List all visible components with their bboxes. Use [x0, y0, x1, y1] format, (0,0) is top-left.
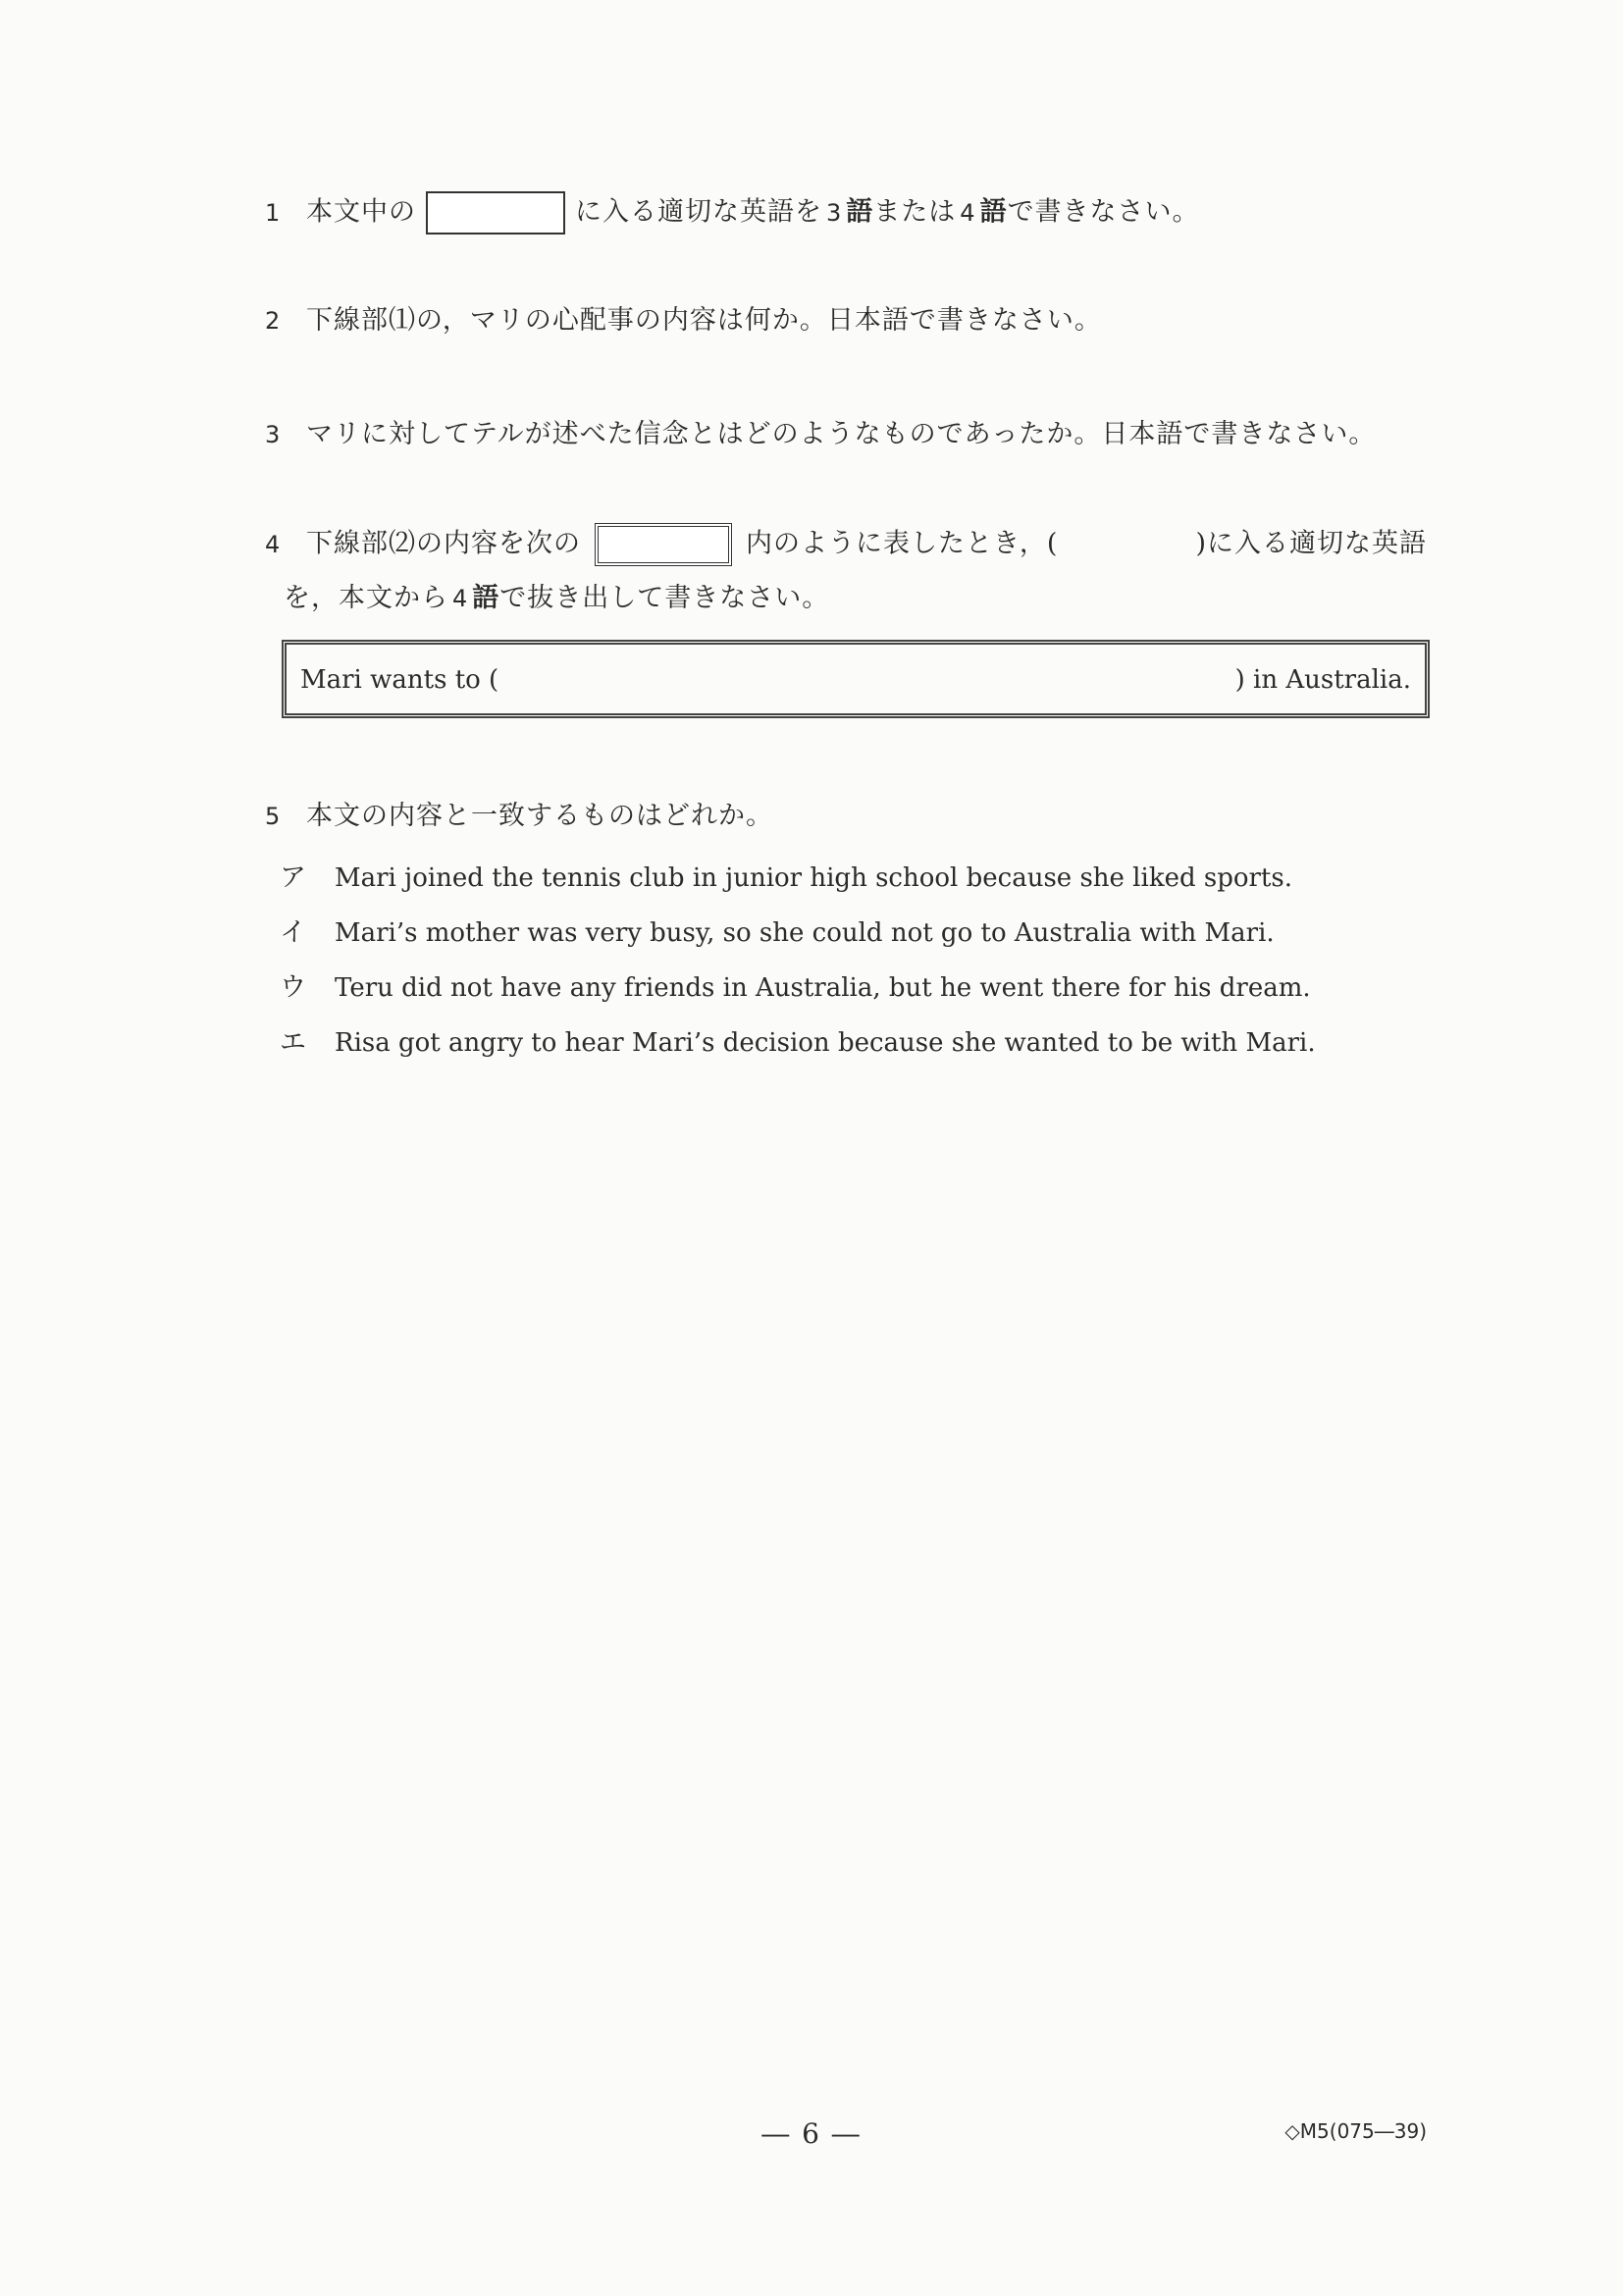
word-count-2: 4 [960, 198, 976, 227]
choice-text: Mari’s mother was very busy, so she could not go to Australia with Mari. [335, 918, 1275, 948]
question-2 [265, 301, 1102, 340]
question-number: 3 [265, 421, 282, 448]
choice-mark: エ [280, 1027, 306, 1058]
choice-u [280, 965, 1311, 1004]
question-number: 2 [265, 307, 282, 335]
choice-mark: ウ [280, 972, 306, 1003]
question-1 [265, 191, 1200, 235]
exam-code: ◇M5(075―39) [1284, 2119, 1427, 2143]
question-3-text: マリに対してテルが述べた信念とはどのようなものであったか。日本語で書きなさい。 [306, 419, 1377, 449]
choice-text: Teru did not have any friends in Australia, but he went there for his dream. [335, 973, 1311, 1003]
question-number: 4 [265, 530, 282, 558]
word-count-1: 3 [826, 198, 843, 227]
question-4-line-2-before: を，本文から [284, 583, 448, 613]
question-number: 5 [265, 803, 282, 830]
answer-sentence-end: ) in Australia. [1234, 665, 1411, 695]
choice-i [280, 911, 1275, 949]
choice-a [280, 856, 1292, 894]
question-1-text-before: 本文中の [306, 196, 416, 228]
question-4-text-after: )に入る適切な英語 [1195, 528, 1428, 559]
question-1-text-after: で書きなさい。 [1007, 196, 1200, 228]
word-count: 4 [452, 585, 469, 612]
question-number: 1 [265, 198, 282, 227]
answer-sentence-start: Mari wants to ( [300, 665, 499, 695]
question-3 [265, 415, 1376, 454]
word-label-1: 語 [846, 196, 874, 228]
question-4-text-before: 下線部⑵の内容を次の [306, 528, 581, 559]
answer-frame [282, 640, 1430, 718]
question-5-text: 本文の内容と一致するものはどれか。 [306, 801, 773, 831]
question-4-line-2 [284, 579, 829, 618]
question-4-line-2-after: で抜き出して書きなさい。 [499, 583, 830, 613]
answer-blank-box [426, 191, 565, 235]
question-1-text-mid: に入る適切な英語を [575, 196, 822, 228]
reference-box [595, 523, 732, 566]
question-2-text: 下線部⑴の，マリの心配事の内容は何か。日本語で書きなさい。 [306, 305, 1102, 336]
choice-mark: ア [280, 862, 306, 893]
page-number: ― 6 ― [761, 2117, 862, 2150]
question-5 [265, 797, 773, 836]
choice-e [280, 1020, 1316, 1059]
word-label: 語 [472, 583, 500, 613]
choice-mark: イ [280, 917, 306, 948]
choice-text: Risa got angry to hear Mari’s decision because she wanted to be with Mari. [335, 1028, 1316, 1058]
word-label-2: 語 [979, 196, 1008, 228]
question-4-text-mid: 内のように表したとき，( [746, 528, 1059, 559]
question-4-line-1 [265, 523, 1427, 566]
choice-text: Mari joined the tennis club in junior high school because she liked sports. [335, 863, 1292, 893]
or-label: または [873, 196, 957, 228]
